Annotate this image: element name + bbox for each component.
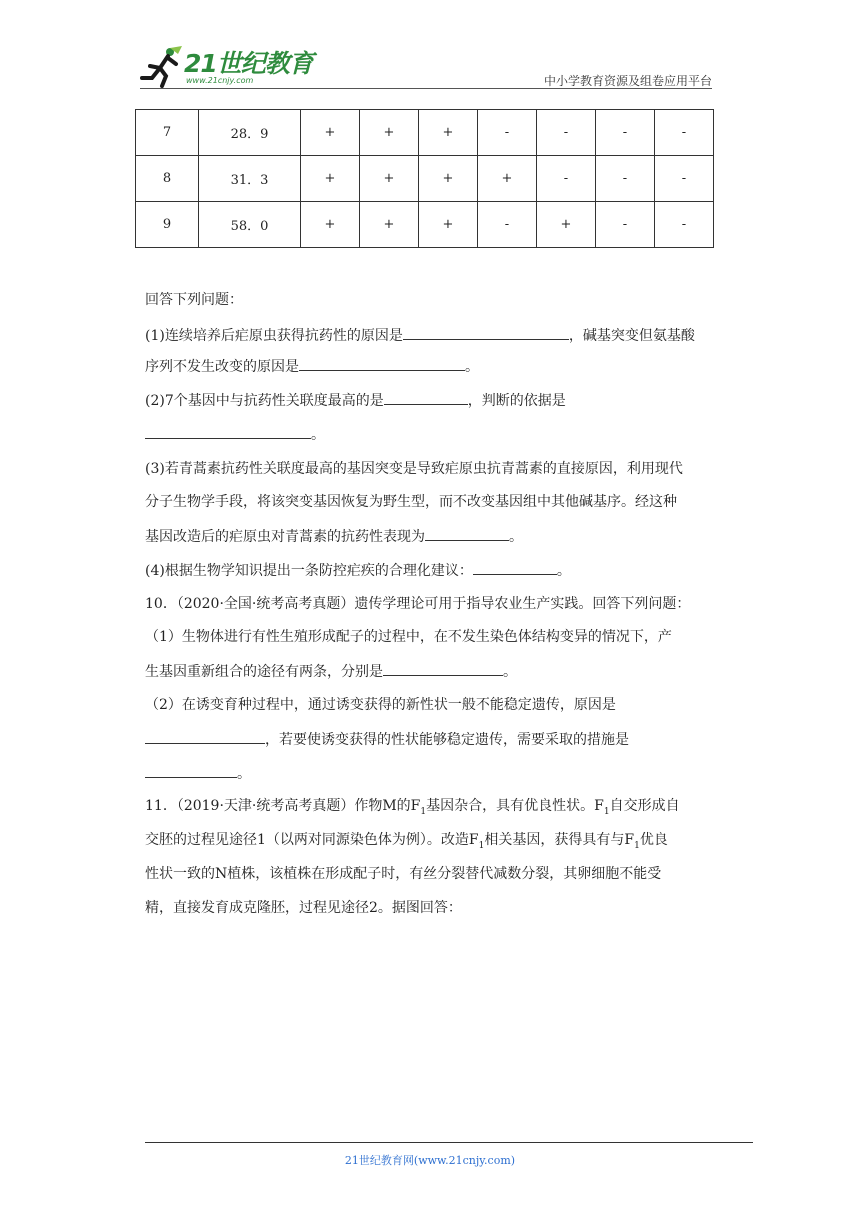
q11-text-e: 相关基因，获得具有与F <box>484 832 635 848</box>
q10-part2-line1: （2）在诱变育种过程中，通过诱变获得的新性状一般不能稳定遗传，原因是 <box>145 697 616 713</box>
header-divider <box>140 88 712 89</box>
logo-text: 21世纪教育 <box>184 49 313 78</box>
table-cell: + <box>301 110 360 156</box>
q9-intro: 回答下列问题： <box>145 292 243 308</box>
answer-blank[interactable] <box>383 662 503 676</box>
table-cell: + <box>301 202 360 248</box>
runner-logo-icon <box>140 46 184 88</box>
q9-part2-line2 <box>145 425 325 444</box>
q11-line2 <box>145 831 668 849</box>
table-cell: 58．0 <box>199 202 301 248</box>
answer-blank[interactable] <box>145 764 237 778</box>
q9-part3-text-c: 基因改造后的疟原虫对青蒿素的抗药性表现为 <box>145 529 425 545</box>
table-cell: - <box>596 110 655 156</box>
q9-part2-line1 <box>145 391 566 410</box>
results-table <box>135 109 714 248</box>
q10-part1-line1: （1）生物体进行有性生殖形成配子的过程中，在不发生染色体结构变异的情况下，产 <box>145 629 672 645</box>
answer-blank[interactable] <box>299 357 465 371</box>
q10-part2-line3 <box>145 764 251 783</box>
table-row <box>136 202 714 248</box>
q9-part1-text-b: ，碱基突变但氨基酸 <box>568 328 695 344</box>
q11-text-f: 优良 <box>639 832 668 848</box>
q11-line4: 精，直接发育成克隆胚，过程见途径2。据图回答： <box>145 900 462 916</box>
table-cell: + <box>419 110 478 156</box>
q9-part2-text-a: (2)7个基因中与抗药性关联度最高的是 <box>145 393 384 409</box>
q11-text-b: 基因杂合，具有优良性状。F <box>426 798 604 814</box>
subscript: 1 <box>634 840 640 851</box>
q9-part3-text-d: 。 <box>509 529 523 545</box>
q9-part3-line1: (3)若青蒿素抗药性关联度最高的基因突变是导致疟原虫抗青蒿素的直接原因，利用现代 <box>145 461 683 477</box>
footer-link[interactable]: 21世纪教育网(www.21cnjy.com) <box>344 1154 516 1167</box>
table-cell: 28．9 <box>199 110 301 156</box>
subscript: 1 <box>420 806 427 817</box>
site-logo[interactable] <box>140 46 320 90</box>
table-cell: - <box>478 202 537 248</box>
table-cell: + <box>537 202 596 248</box>
answer-blank[interactable] <box>384 391 468 405</box>
q9-part1-line2 <box>145 357 479 376</box>
answer-blank[interactable] <box>425 527 509 541</box>
q9-part1-line1 <box>145 326 695 345</box>
q11-text-a: 11．（2019·天津·统考高考真题）作物M的F <box>145 798 421 814</box>
q10-part1-line2 <box>145 662 517 681</box>
q10-part1-text-c: 。 <box>503 664 517 680</box>
table-cell: 8 <box>136 156 199 202</box>
table-cell: + <box>360 110 419 156</box>
q9-part2-text-b: ，判断的依据是 <box>467 393 566 409</box>
q9-part1-text-c: 序列不发生改变的原因是 <box>145 359 299 375</box>
subscript: 1 <box>478 840 485 851</box>
table-cell: + <box>419 156 478 202</box>
table-cell: + <box>478 156 537 202</box>
q10-part2-text-c: 。 <box>237 766 251 782</box>
table-cell: - <box>537 110 596 156</box>
q11-line3: 性状一致的N植株，该植株在形成配子时，有丝分裂替代减数分裂，其卵细胞不能受 <box>145 866 662 882</box>
page-header <box>140 42 712 90</box>
platform-name: 中小学教育资源及组卷应用平台 <box>543 74 712 88</box>
q9-part1-text-a: (1)连续培养后疟原虫获得抗药性的原因是 <box>145 328 403 344</box>
q9-part4-text-a: (4)根据生物学知识提出一条防控疟疾的合理化建议： <box>145 563 473 579</box>
footer-divider <box>145 1142 753 1143</box>
q10-title: 10．（2020·全国·统考高考真题）遗传学理论可用于指导农业生产实践。回答下列问题： <box>145 596 691 612</box>
table-cell: - <box>537 156 596 202</box>
q9-part1-text-d: 。 <box>465 359 479 375</box>
logo-url: www.21cnjy.com <box>186 76 254 85</box>
table-cell: 31．3 <box>199 156 301 202</box>
q10-part2-line2 <box>145 730 629 749</box>
q9-part3-line3 <box>145 527 523 546</box>
table-cell: - <box>655 110 714 156</box>
q11-text-c: 自交形成自 <box>609 798 680 814</box>
answer-blank[interactable] <box>473 561 557 575</box>
answer-blank[interactable] <box>145 730 265 744</box>
q9-part3-line2: 分子生物学手段，将该突变基因恢复为野生型，而不改变基因组中其他碱基序。经这种 <box>145 494 677 510</box>
q9-part2-text-c: 。 <box>311 427 325 443</box>
table-cell: + <box>360 156 419 202</box>
q9-part4 <box>145 561 571 580</box>
q10-part2-text-b: ，若要使诱变获得的性状能够稳定遗传，需要采取的措施是 <box>265 732 629 748</box>
subscript: 1 <box>603 806 610 817</box>
table-cell: - <box>596 156 655 202</box>
table-cell: + <box>360 202 419 248</box>
table-cell: + <box>419 202 478 248</box>
q9-part4-text-b: 。 <box>556 563 571 579</box>
table-cell: - <box>596 202 655 248</box>
table-row <box>136 110 714 156</box>
table-cell: + <box>301 156 360 202</box>
table-cell: - <box>655 202 714 248</box>
table-cell: - <box>655 156 714 202</box>
q11-line1 <box>145 797 680 815</box>
table-cell: - <box>478 110 537 156</box>
table-row <box>136 156 714 202</box>
q10-part1-text-b: 生基因重新组合的途径有两条，分别是 <box>145 664 383 680</box>
table-cell: 9 <box>136 202 199 248</box>
table-cell: 7 <box>136 110 199 156</box>
answer-blank[interactable] <box>403 326 569 340</box>
q11-text-d: 交胚的过程见途径1（以两对同源染色体为例）。改造F <box>145 832 479 848</box>
answer-blank[interactable] <box>145 425 311 439</box>
